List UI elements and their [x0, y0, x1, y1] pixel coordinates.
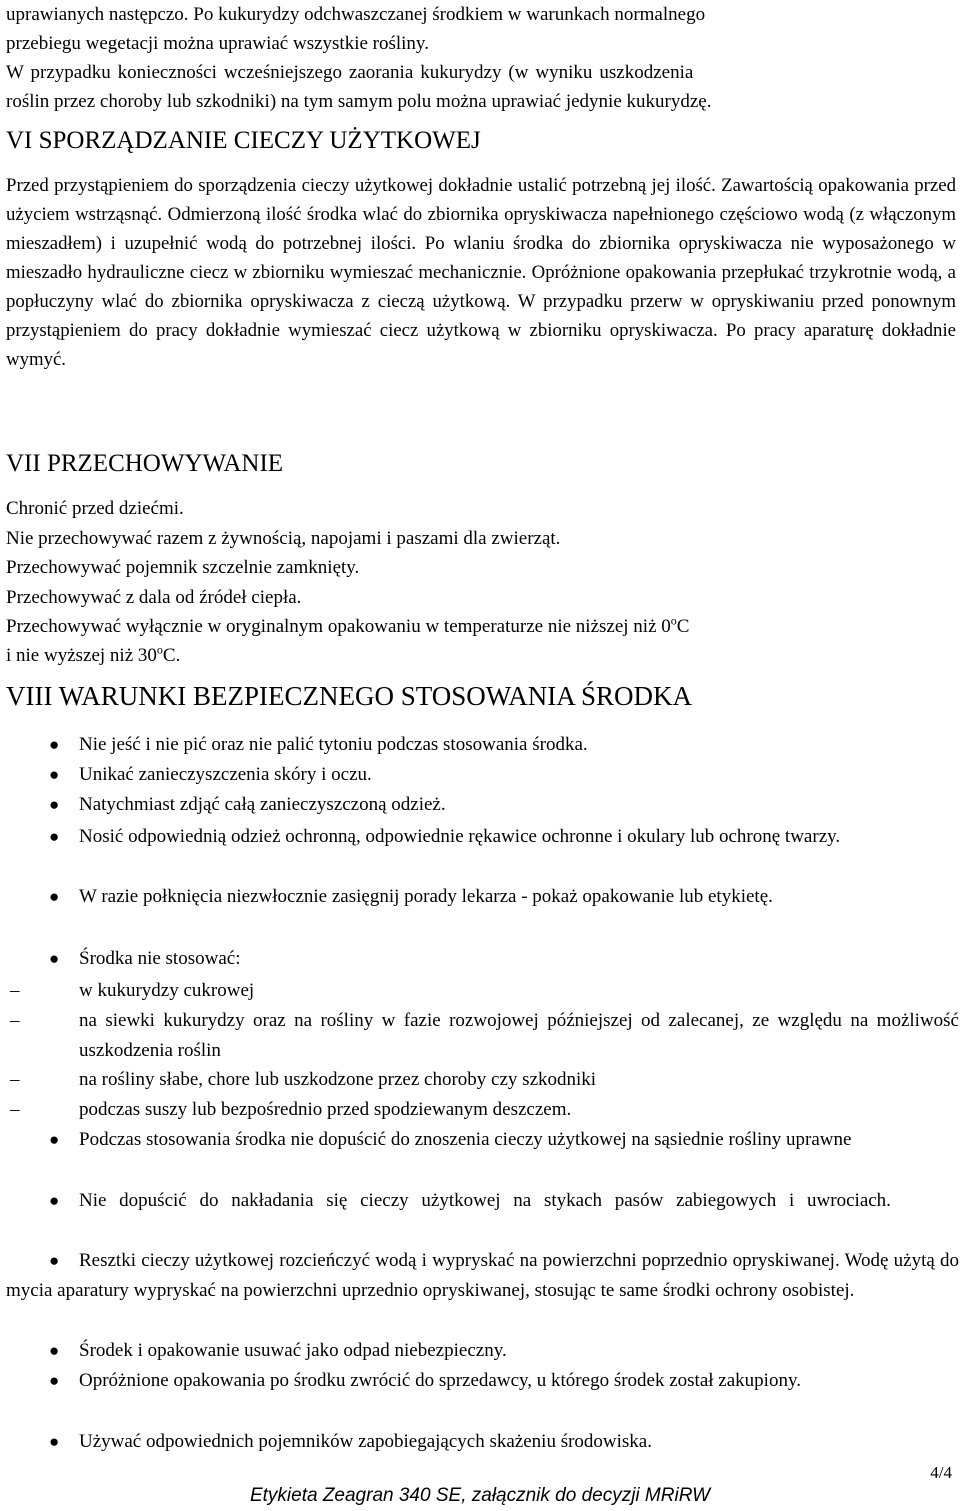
dash-marker: –	[10, 980, 20, 1001]
dash-subitem: na siewki kukurydzy oraz na rośliny w fazie rozwojowej późniejszej od zalecanej, ze względu na możliwość uszkodzenia roślin	[79, 1010, 959, 1061]
bullet-item: Nosić odpowiednią odzież ochronną, odpowiednie rękawice ochronne i okulary lub ochronę twarzy.	[79, 826, 841, 847]
bullet-item: Resztki cieczy użytkowej rozcieńczyć wodą i wypryskać na powierzchni poprzednio opryskiwanej. Wodę użytą do mycia aparatury wypryskać na powierzchni uprzednio opryskiwanej, stosując te same środki ochrony osobistej.	[6, 1250, 959, 1301]
bullet-item: Opróżnione opakowania po środku zwrócić do sprzedawcy, u którego środek został zakupiony.	[79, 1370, 801, 1391]
intro-line: przebiegu wegetacji można uprawiać wszystkie rośliny.	[6, 33, 429, 54]
bullet-item: Używać odpowiednich pojemników zapobiegających skażeniu środowiska.	[79, 1431, 652, 1452]
bullet-marker: ●	[49, 1371, 60, 1390]
storage-line: Nie przechowywać razem z żywnością, napojami i paszami dla zwierząt.	[6, 528, 561, 549]
bullet-item: Natychmiast zdjąć całą zanieczyszczoną odzież.	[79, 794, 446, 815]
intro-line: roślin przez choroby lub szkodniki) na tym samym polu można uprawiać jedynie kukurydzę.	[6, 91, 712, 112]
bullet-marker: ●	[49, 1432, 60, 1451]
intro-line: uprawianych następczo. Po kukurydzy odchwaszczanej środkiem w warunkach normalnego	[6, 4, 706, 25]
bullet-marker: ●	[49, 1251, 60, 1270]
bullet-marker: ●	[49, 1191, 60, 1210]
bullet-item: Nie jeść i nie pić oraz nie palić tytoniu podczas stosowania środka.	[79, 734, 588, 755]
bullet-marker: ●	[49, 765, 60, 784]
dash-subitem: podczas suszy lub bezpośrednio przed spodziewanym deszczem.	[79, 1099, 572, 1120]
bullet-marker: ●	[49, 827, 60, 846]
storage-temperature-line: Przechowywać wyłącznie w oryginalnym opakowaniu w temperaturze nie niższej niż 0$^o$C	[6, 613, 690, 637]
bullet-item: W razie połknięcia niezwłocznie zasięgnij porady lekarza - pokaż opakowanie lub etykietę.	[79, 886, 773, 907]
storage-line: Przechowywać z dala od źródeł ciepła.	[6, 587, 302, 608]
storage-line: Przechowywać pojemnik szczelnie zamknięty.	[6, 557, 360, 578]
section-title: VIII WARUNKI BEZPIECZNEGO STOSOWANIA ŚRODKA	[6, 681, 692, 711]
bullet-item: Środek i opakowanie usuwać jako odpad niebezpieczny.	[79, 1340, 507, 1361]
bullet-marker: ●	[49, 795, 60, 814]
dash-marker: –	[10, 1069, 20, 1090]
bullet-marker: ●	[49, 887, 60, 906]
page-footer: Etykieta Zeagran 340 SE, załącznik do decyzji MRiRW	[249, 1485, 711, 1506]
bullet-item: Unikać zanieczyszczenia skóry i oczu.	[79, 764, 372, 785]
section-paragraph: Przed przystąpieniem do sporządzenia cieczy użytkowej dokładnie ustalić potrzebną jej ilość. Zawartością opakowania przed użyciem wstrząsnąć. Odmierzoną ilość środka wlać do zbiornika opryskiwacza napełnionego częściowo wodą (z włączonym mieszadłem) i uzupełnić wodą do potrzebnej ilości. Po wlaniu środka do zbiornika opryskiwacza nie wyposażonego w mieszadło hydrauliczne ciecz w zbiorniku wymieszać mechanicznie. Opróżnione opakowania przepłukać trzykrotnie wodą, a popłuczyny wlać do zbiornika opryskiwacza z cieczą użytkową. W przypadku przerw w opryskiwaniu przed ponownym przystąpieniem do pracy dokładnie wymieszać ciecz użytkową w zbiorniku opryskiwacza. Po pracy aparaturę dokładnie wymyć.	[6, 175, 956, 370]
bullet-item: Podczas stosowania środka nie dopuścić do znoszenia cieczy użytkowej na sąsiednie rośliny uprawne	[79, 1129, 852, 1150]
bullet-marker: ●	[49, 735, 60, 754]
intro-line: W przypadku konieczności wcześniejszego zaorania kukurydzy (w wyniku uszkodzenia	[6, 62, 694, 83]
dash-subitem: na rośliny słabe, chore lub uszkodzone przez choroby czy szkodniki	[79, 1069, 597, 1090]
bullet-marker: ●	[49, 949, 60, 968]
bullet-item: Środka nie stosować:	[79, 948, 241, 969]
dash-marker: –	[10, 1099, 20, 1120]
section-title: VI SPORZĄDZANIE CIECZY UŻYTKOWEJ	[6, 127, 481, 154]
page-number: 4/4	[930, 1463, 952, 1482]
bullet-marker: ●	[49, 1130, 60, 1149]
dash-subitem: w kukurydzy cukrowej	[79, 980, 255, 1001]
storage-temperature-line: i nie wyższej niż 30$^o$C.	[6, 642, 181, 666]
bullet-item: Nie dopuścić do nakładania się cieczy użytkowej na stykach pasów zabiegowych i uwrociach.	[79, 1190, 891, 1211]
storage-line: Chronić przed dziećmi.	[6, 498, 184, 519]
section-title: VII PRZECHOWYWANIE	[6, 450, 284, 477]
bullet-marker: ●	[49, 1341, 60, 1360]
dash-marker: –	[10, 1010, 20, 1031]
